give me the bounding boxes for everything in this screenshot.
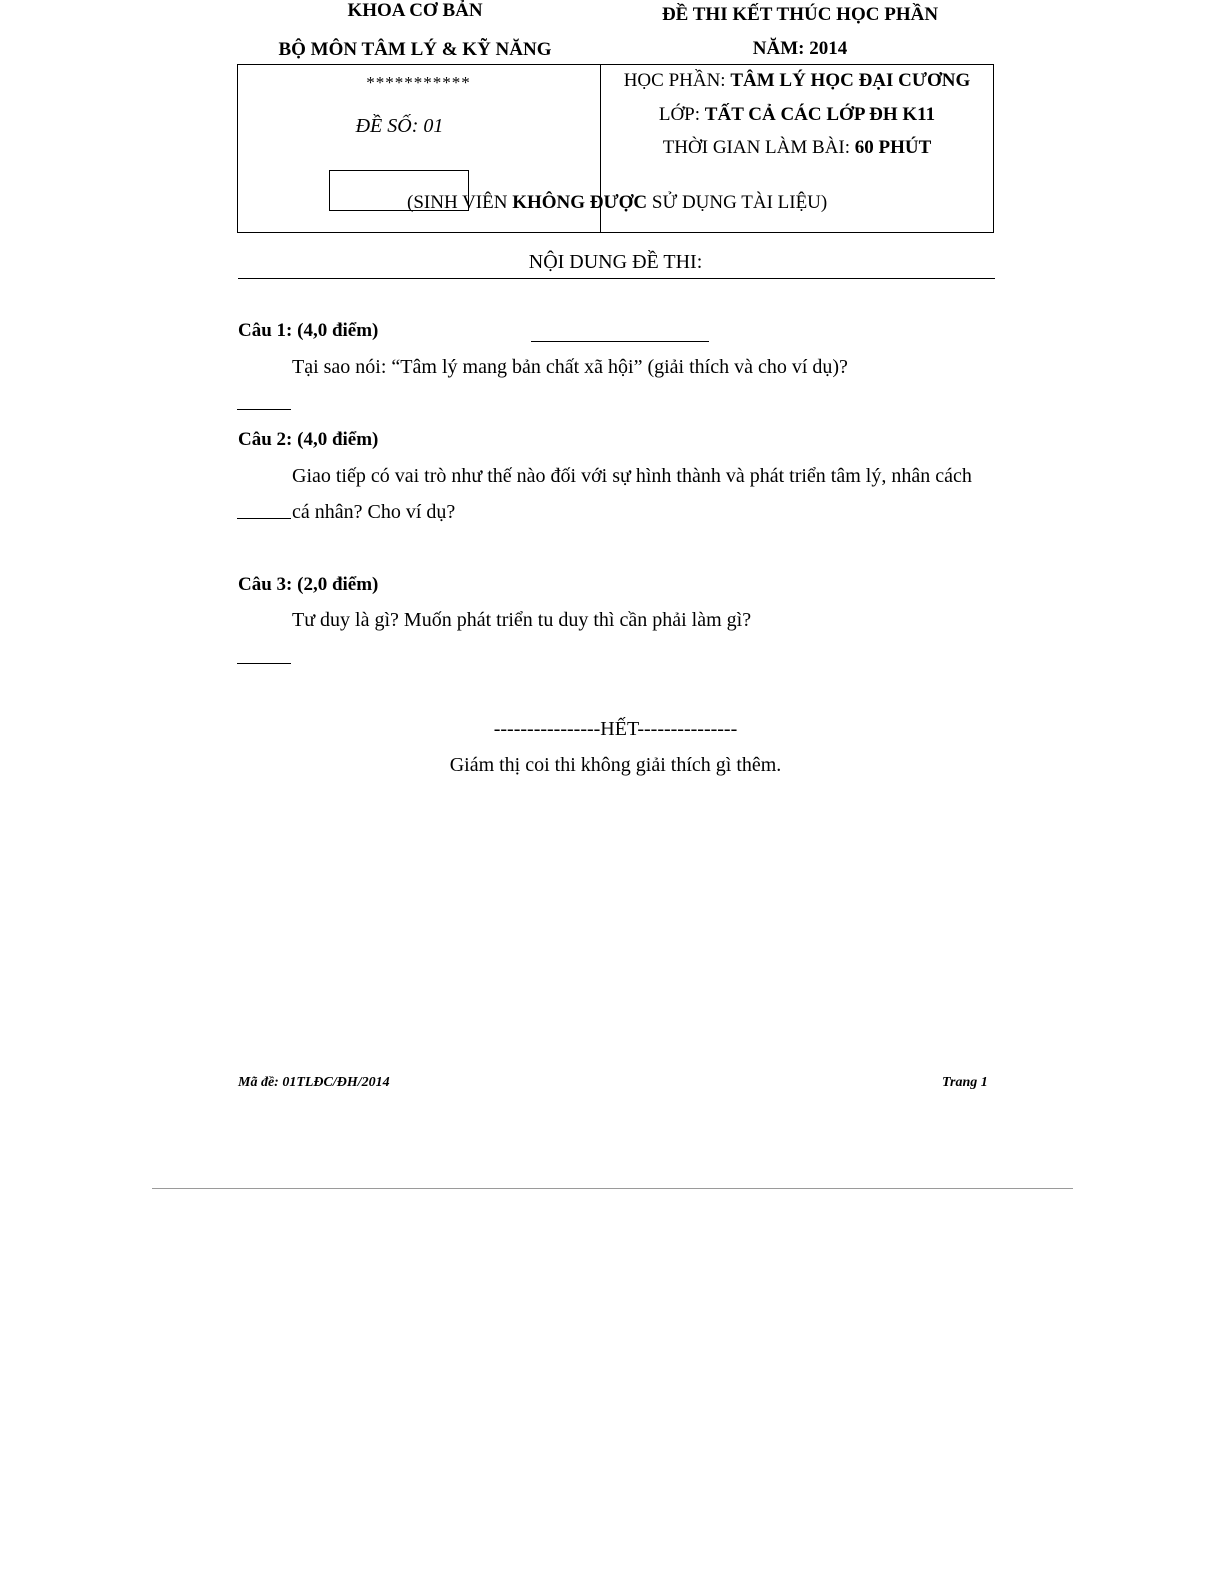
question-2-heading: Câu 2: (4,0 điểm): [238, 429, 379, 450]
course-line: [600, 70, 994, 92]
q2-margin-rule: [237, 518, 291, 519]
page-number: Trang 1: [942, 1075, 988, 1090]
exam-code: Mã đề: 01TLĐC/ĐH/2014: [238, 1075, 390, 1090]
question-1-heading: Câu 1: (4,0 điểm): [238, 320, 379, 341]
materials-note: [407, 192, 827, 214]
exam-title: ĐỀ THI KẾT THÚC HỌC PHẦN: [661, 4, 939, 25]
exam-number: ĐỀ SỐ: 01: [355, 115, 444, 137]
note-bold: KHÔNG ĐƯỢC: [512, 192, 648, 213]
class-value: TẤT CẢ CÁC LỚP ĐH K11: [704, 104, 936, 125]
course-value: TÂM LÝ HỌC ĐẠI CƯƠNG: [730, 70, 971, 91]
time-line: [600, 137, 994, 159]
question-2-text-line2: cá nhân? Cho ví dụ?: [292, 501, 456, 523]
note-prefix: (SINH VIÊN: [407, 192, 513, 213]
q3-margin-rule: [237, 663, 291, 664]
end-marker: ----------------HẾT---------------: [493, 718, 738, 740]
faculty-name: KHOA CƠ BẢN: [347, 0, 483, 21]
class-line: [600, 104, 994, 126]
question-3-heading: Câu 3: (2,0 điểm): [238, 574, 379, 595]
question-2-text-line1: Giao tiếp có vai trò như thế nào đối với sự hình thành và phát triển tâm lý, nhân cách: [292, 465, 972, 487]
class-label: LỚP:: [658, 104, 705, 125]
q1-margin-rule: [237, 409, 291, 410]
q1-blank-rule: [531, 341, 709, 342]
end-note: Giám thị coi thi không giải thích gì thêm.: [449, 754, 782, 776]
title-rule: [238, 278, 995, 279]
time-value: 60 PHÚT: [854, 137, 932, 158]
content-title: NỘI DUNG ĐỀ THI:: [528, 251, 703, 273]
question-3-text: Tư duy là gì? Muốn phát triển tu duy thì cần phải làm gì?: [292, 609, 752, 631]
page-separator: [152, 1188, 1073, 1189]
time-label: THỜI GIAN LÀM BÀI:: [662, 137, 855, 158]
course-label: HỌC PHẦN:: [623, 70, 731, 91]
exam-year: NĂM: 2014: [752, 38, 848, 59]
note-suffix: SỬ DỤNG TÀI LIỆU): [647, 192, 828, 213]
stars-line: ***********: [366, 73, 471, 92]
question-1-text: Tại sao nói: “Tâm lý mang bản chất xã hội” (giải thích và cho ví dụ)?: [292, 356, 848, 378]
department-name: BỘ MÔN TÂM LÝ & KỸ NĂNG: [278, 39, 552, 60]
